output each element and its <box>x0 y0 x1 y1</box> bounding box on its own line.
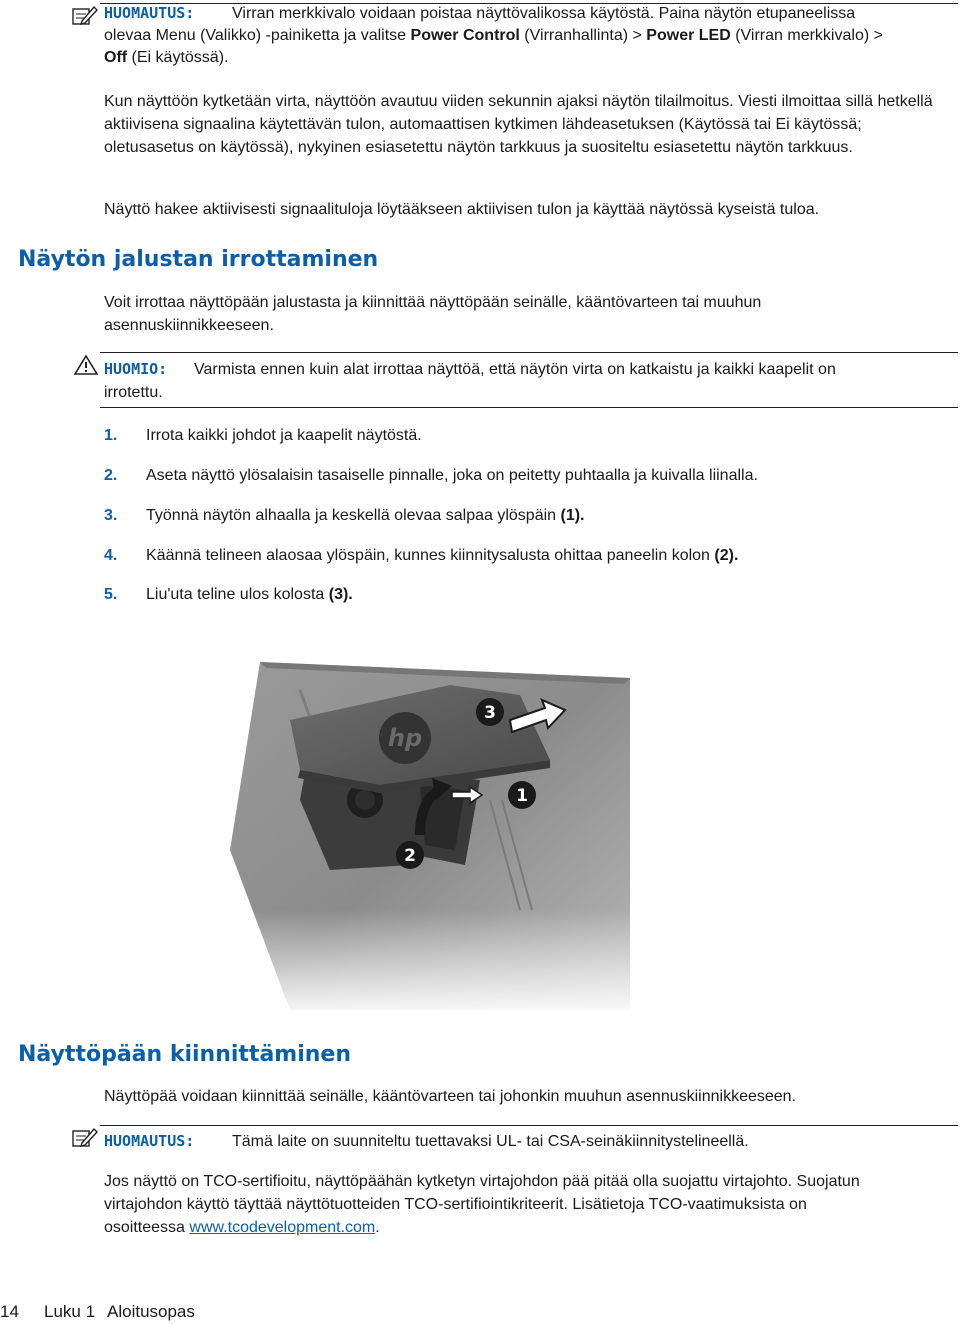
tco-paragraph-line1: Jos näyttö on TCO-sertifioitu, näyttöpäähän kytketyn virtajohdon pää pitää olla suojattu virtajohto. Suojatun <box>104 1173 860 1190</box>
caution-line2: irrotettu. <box>104 384 163 401</box>
callout-2-label: 2 <box>404 846 416 866</box>
tco-link[interactable]: www.tcodevelopment.com <box>189 1219 376 1236</box>
step-number: 3. <box>104 507 118 524</box>
svg-text:hp: hp <box>387 724 423 752</box>
intro-paragraph: Kun näyttöön kytketään virta, näyttöön avautuu viiden sekunnin ajaksi näytön tilailmoitus. Viesti ilmoittaa sillä hetkellä aktiivisena signaalina käytettävän tulon, automaattisen kytkimen lähdeasetuksen (Käytössä tai Ei käytössä; oletusasetus on käytössä), nykyinen esiasetettu näytön tarkkuus ja suositeltu esiasetettu näytön tarkkuus. <box>104 93 933 156</box>
note-line2: olevaa Menu (Valikko) -painiketta ja valitse Power Control (Virranhallinta) > Power LED (Virran merkkivalo) > <box>104 27 883 44</box>
note-icon <box>72 4 98 26</box>
caution-line1: Varmista ennen kuin alat irrottaa näyttöä, että näytön virta on katkaistu ja kaikki kaapelit on <box>194 361 836 378</box>
tco-paragraph-line2: virtajohdon käyttö täyttää näyttötuotteiden TCO-sertifiointikriteerit. Lisätietoja TCO-vaatimuksista on <box>104 1196 807 1213</box>
tco-paragraph-line3: osoitteessa www.tcodevelopment.com. <box>104 1219 380 1236</box>
note-line1: Virran merkkivalo voidaan poistaa näyttövalikossa käytöstä. Paina näytön etupaneelissa <box>232 5 856 22</box>
callout-1-label: 1 <box>516 786 528 806</box>
step-number: 4. <box>104 547 118 564</box>
caution-label: HUOMIO: <box>104 360 168 378</box>
stand-removal-illustration <box>220 650 640 1020</box>
caution-rule <box>100 352 958 353</box>
chapter-title: Aloitusopas <box>107 1302 195 1321</box>
step-number: 1. <box>104 427 118 444</box>
step-number: 5. <box>104 586 118 603</box>
note-text: Tämä laite on suunniteltu tuettavaksi UL- tai CSA-seinäkiinnitystelineellä. <box>232 1133 749 1150</box>
section-heading-mounting: Näyttöpään kiinnittäminen <box>18 1042 351 1067</box>
section-heading-stand-removal: Näytön jalustan irrottaminen <box>18 247 379 272</box>
page-number: 14 <box>0 1302 19 1321</box>
note-icon <box>72 1126 98 1148</box>
step-text: Työnnä näytön alhaalla ja keskellä olevaa salpaa ylöspäin (1). <box>146 507 585 524</box>
note-label: HUOMAUTUS: <box>104 4 195 22</box>
note-label: HUOMAUTUS: <box>104 1132 195 1150</box>
intro-paragraph-2: Näyttö hakee aktiivisesti signaalituloja löytääkseen aktiivisen tulon ja käyttää näytössä kyseistä tuloa. <box>104 201 820 218</box>
step-number: 2. <box>104 467 118 484</box>
caution-rule-bottom <box>100 407 958 408</box>
note-line3: Off (Ei käytössä). <box>104 49 229 66</box>
step-text: Aseta näyttö ylösalaisin tasaiselle pinnalle, joka on peitetty puhtaalla ja kuivalla liinalla. <box>146 467 758 484</box>
step-text: Käännä telineen alaosaa ylöspäin, kunnes kiinnitysalusta ohittaa paneelin kolon (2). <box>146 547 739 564</box>
section-body: Näyttöpää voidaan kiinnittää seinälle, kääntövarteen tai johonkin muuhun asennuskiinnikkeeseen. <box>104 1088 797 1105</box>
section-body: Voit irrottaa näyttöpään jalustasta ja kiinnittää näyttöpään seinälle, kääntövarteen tai muuhun asennuskiinnikkeeseen. <box>104 294 762 334</box>
warning-icon <box>74 354 98 376</box>
callout-3-label: 3 <box>484 703 496 723</box>
note-rule <box>100 1125 958 1126</box>
step-text: Liu'uta teline ulos kolosta (3). <box>146 586 353 603</box>
step-text: Irrota kaikki johdot ja kaapelit näytöstä. <box>146 427 422 444</box>
chapter-label: Luku 1 <box>44 1302 96 1321</box>
